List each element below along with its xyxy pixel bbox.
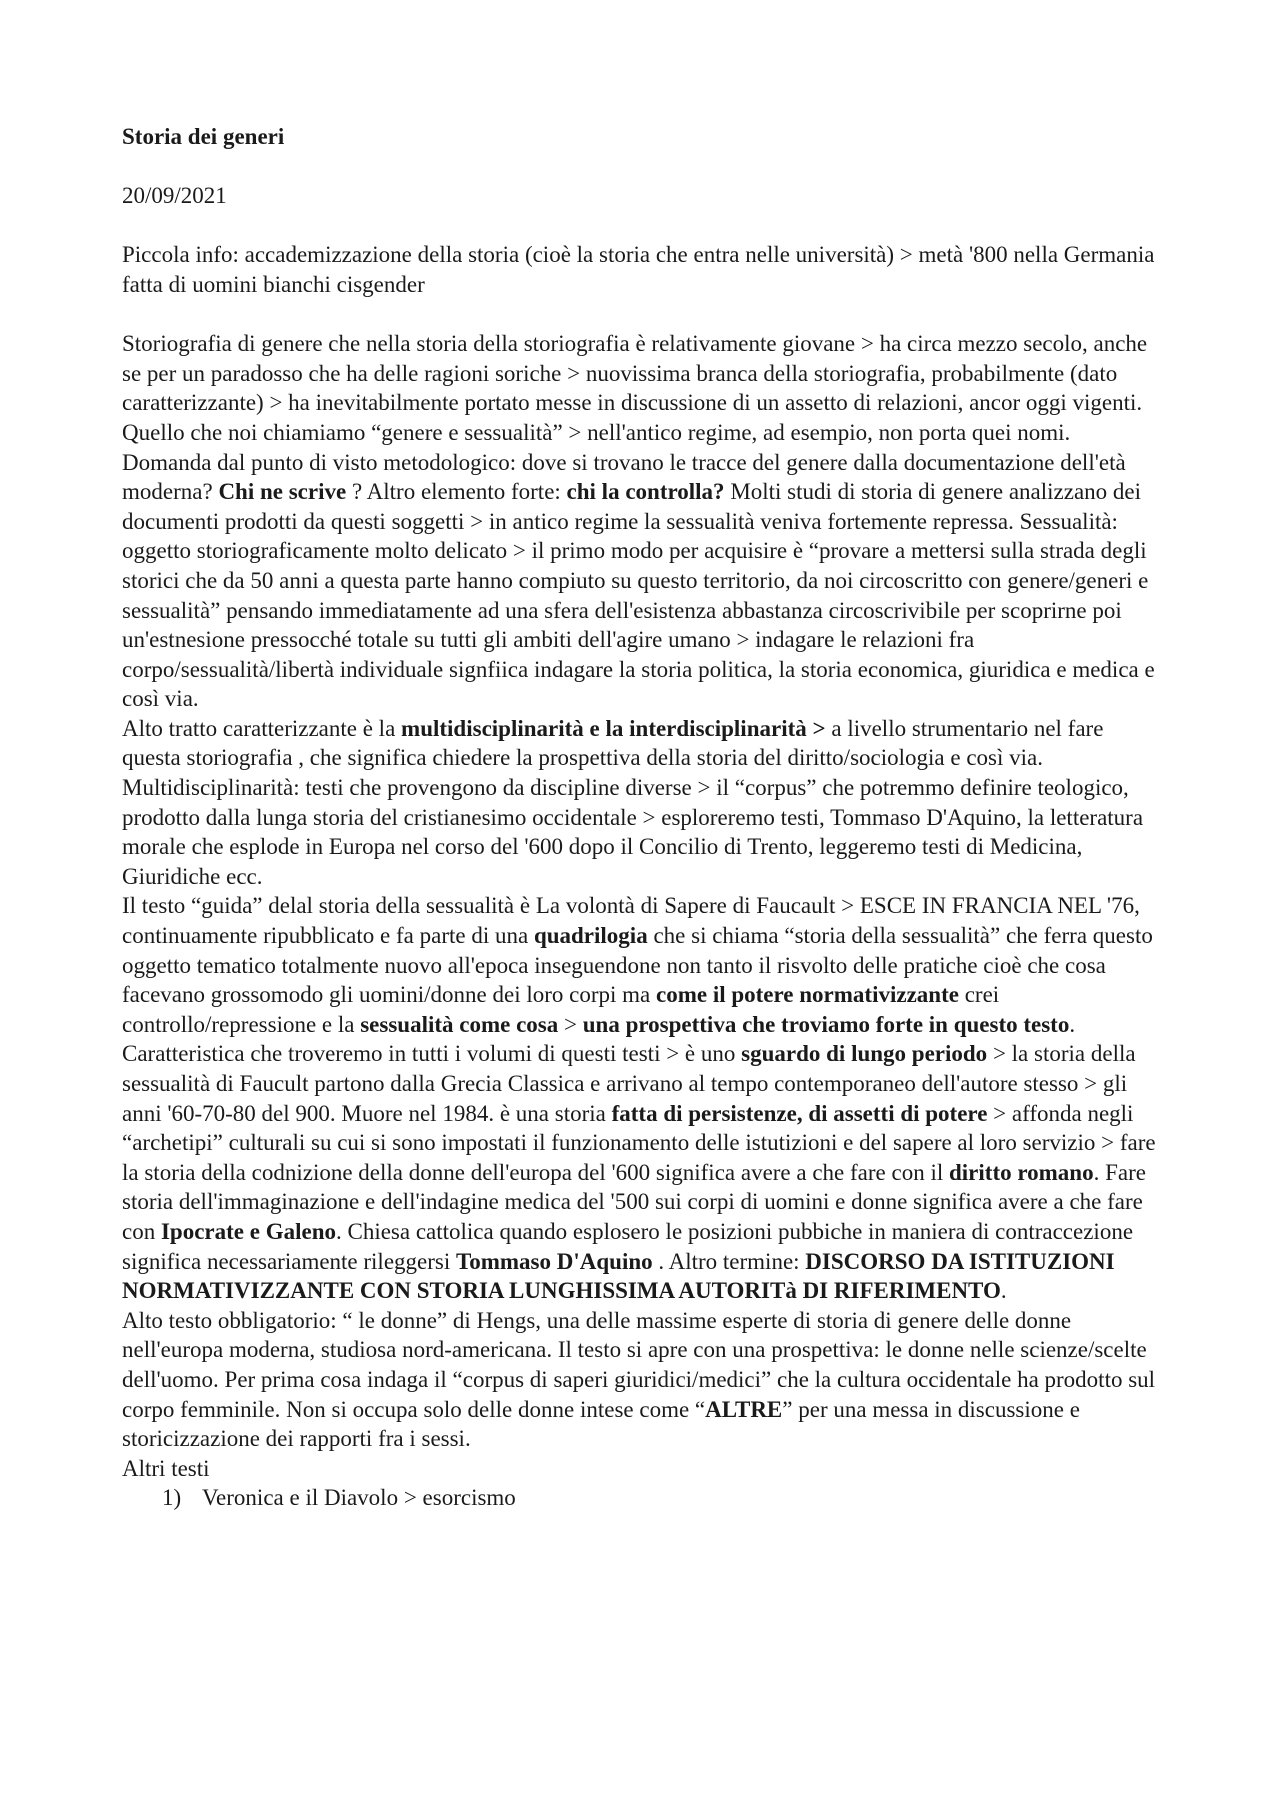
list-item bbox=[122, 1483, 1167, 1513]
paragraph-foucault: Il testo “guida” delal storia della sessualità è La volontà di Sapere di Faucault > ESCE IN FRANCIA NEL '76, continuamente ripubblicato e fa parte di una quadrilogia che si chiama “storia della sessualità” che ferra questo oggetto tematico totalmente nuovo all'epoca inseguendone non tanto il risvolto delle pratiche cioè che cosa facevano grossomodo gli uomini/donne dei loro corpi ma come il potere normativizzante crei controllo/repressione e la sessualità come cosa > una prospettiva che troviamo forte in questo testo. Caratteristica che troveremo in tutti i volumi di questi testi > è uno sguardo di lungo periodo > la storia della sessualità di Faucult partono dalla Grecia Classica e arrivano al tempo contemporaneo dell'autore stesso > gli anni '60-70-80 del 900. Muore nel 1984. è una storia fatta di persistenze, di assetti di potere > affonda negli “archetipi” culturali su cui si sono impostati il funzionamento delle istutizioni e del sapere al loro servizio > fare la storia della codnizione della donne dell'europa del '600 significa avere a che fare con il diritto romano. Fare storia dell'immaginazione e dell'indagine medica del '500 sui corpi di uomini e donne significa avere a che fare con Ipocrate e Galeno. Chiesa cattolica quando esplosero le posizioni pubbiche in maniera di contraccezione significa necessariamente rileggersi Tommaso D'Aquino . Altro termine: DISCORSO DA ISTITUZIONI NORMATIVIZZANTE CON STORIA LUNGHISSIMA AUTORITà DI RIFERIMENTO. bbox=[122, 893, 1156, 1304]
list-item-number: 1) bbox=[162, 1485, 182, 1511]
texts-list bbox=[122, 1483, 1167, 1513]
paragraph-hengs: Alto testo obbligatorio: “ le donne” di Hengs, una delle massime esperte di storia di genere delle donne nell'europa moderna, studiosa nord-americana. Il testo si apre con una prospettiva: le donne nelle scienze/scelte dell'uomo. Per prima cosa indaga il “corpus di saperi giuridici/medici” che la cultura occidentale ha prodotto sul corpo femminile. Non si occupa solo delle donne intese come “ALTRE” per una messa in discussione e storicizzazione dei rapporti fra i sessi. bbox=[122, 1307, 1156, 1452]
paragraph-intro: Piccola info: accademizzazione della storia (cioè la storia che entra nelle università) > metà '800 nella Germania fatta di uomini bianchi cisgender bbox=[122, 242, 1155, 297]
paragraph-metodologia: Domanda dal punto di visto metodologico: dove si trovano le tracce del genere dalla documentazione dell'età moderna? Chi ne scrive ? Altro elemento forte: chi la controlla? Molti studi di storia di genere analizzano dei documenti prodotti da questi soggetti > in antico regime la sessualità veniva fortemente repressa. Sessualità: oggetto storiograficamente molto delicato > il primo modo per acquisire è “provare a mettersi sulla strada degli storici che da 50 anni a questa parte hanno compiuto su questo territorio, da noi circoscritto con genere/generi e sessualità” pensando immediatamente ad una sfera dell'esistenza abbastanza circoscrivibile per scoprirne poi un'estnesione pressocché totale su tutti gli ambiti dell'agire umano > indagare le relazioni fra corpo/sessualità/libertà individuale signfiica indagare la storia politica, la storia economica, giuridica e medica e così via. bbox=[122, 449, 1155, 712]
paragraph-storiografia: Storiografia di genere che nella storia della storiografia è relativamente giovane > ha circa mezzo secolo, anche se per un paradosso che ha delle ragioni soriche > nuovissima branca della storiografia, probabilmente (dato caratterizzante) > ha inevitabilmente portato messe in discussione di un assetto di relazioni, ancor oggi vigenti. bbox=[122, 331, 1148, 416]
paragraph-genere-sessualita: Quello che noi chiamiamo “genere e sessualità” > nell'antico regime, ad esempio, non porta quei nomi. bbox=[122, 419, 1071, 445]
document-date: 20/09/2021 bbox=[122, 183, 227, 209]
document-page bbox=[122, 122, 1167, 1513]
paragraph-altri-testi: Altri testi bbox=[122, 1455, 210, 1481]
list-item-text: Veronica e il Diavolo > esorcismo bbox=[202, 1485, 516, 1511]
document-title: Storia dei generi bbox=[122, 124, 285, 149]
paragraph-multidisciplinarita: Alto tratto caratterizzante è la multidisciplinarità e la interdisciplinarità > a livello strumentario nel fare questa storiografia , che significa chiedere la prospettiva della storia del diritto/sociologia e così via. Multidisciplinarità: testi che provengono da discipline diverse > il “corpus” che potremmo definire teologico, prodotto dalla lunga storia del cristianesimo occidentale > esploreremo testi, Tommaso D'Aquino, la letteratura morale che esplode in Europa nel corso del '600 dopo il Concilio di Trento, leggeremo testi di Medicina, Giuridiche ecc. bbox=[122, 715, 1144, 889]
